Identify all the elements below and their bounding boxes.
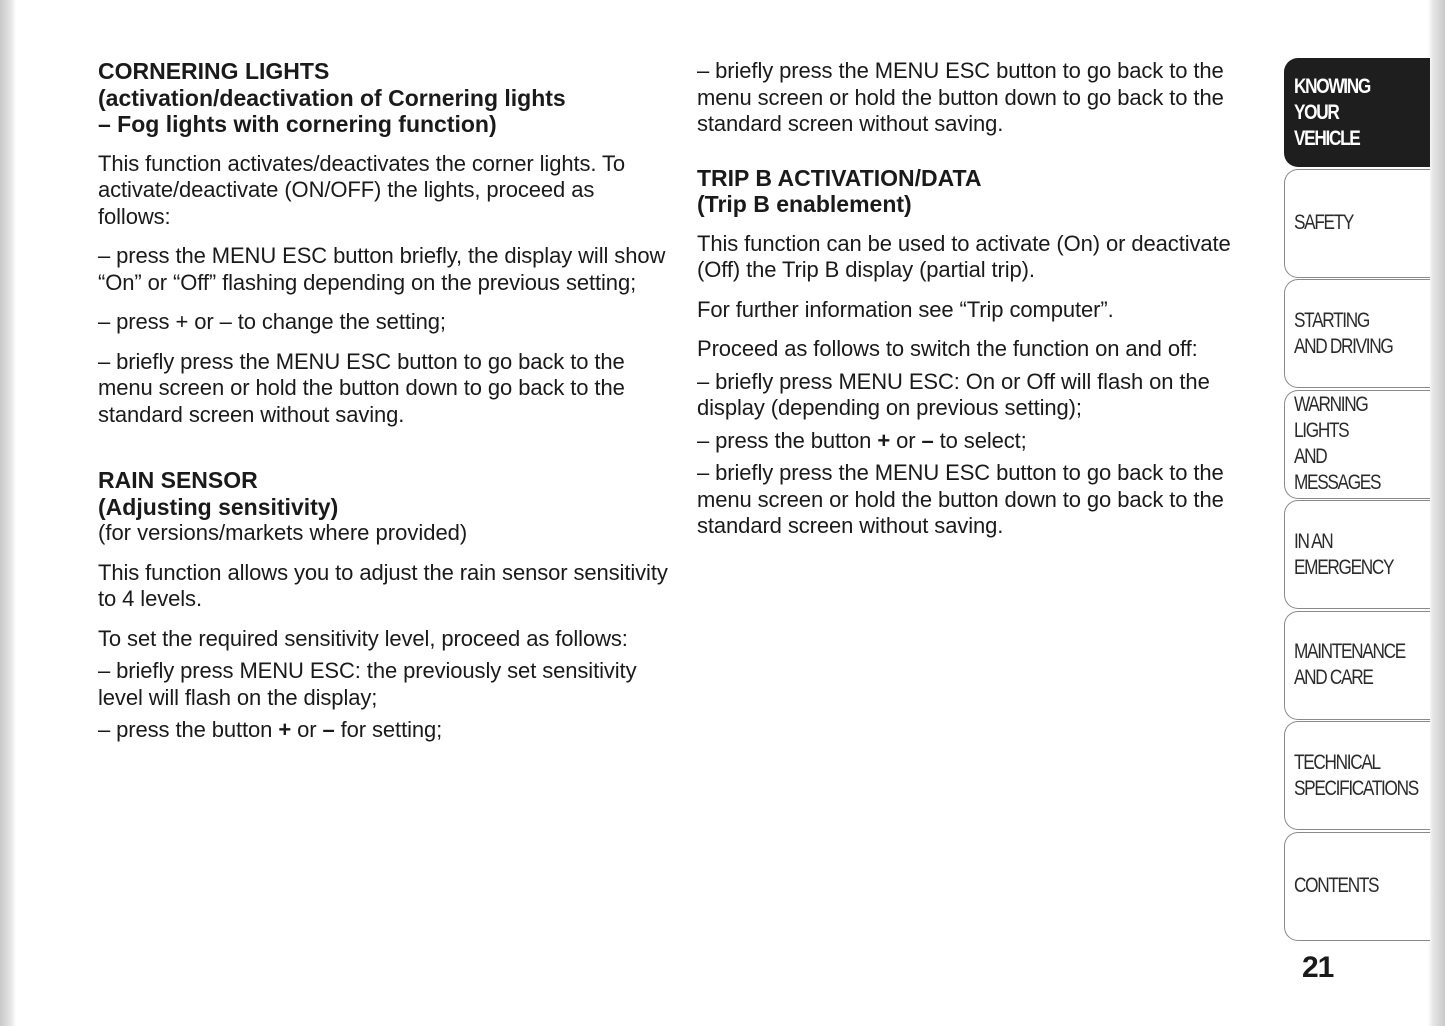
section-subtitle: (activation/deactivation of Cornering lights	[98, 84, 566, 111]
tab-maintenance-and-care[interactable]: MAINTENANCE AND CARE	[1284, 611, 1430, 720]
paragraph: To set the required sensitivity level, proceed as follows:	[98, 625, 628, 651]
paragraph: This function allows you to adjust the rain sensor sensitivity to 4 levels.	[98, 559, 668, 611]
page-number: 21	[1302, 951, 1334, 984]
page-edge-left	[0, 0, 16, 1026]
minus-symbol: –	[921, 427, 934, 453]
section-subtitle: (Adjusting sensitivity)	[98, 493, 339, 520]
paragraph: For further information see “Trip computer”.	[697, 296, 1114, 322]
tab-warning-lights[interactable]: WARNING LIGHTS AND MESSAGES	[1284, 390, 1430, 499]
paragraph: This function activates/deactivates the corner lights. To activate/deactivate (ON/OFF) the lights, proceed as follows:	[98, 150, 626, 229]
middle-column	[697, 58, 1269, 553]
tab-knowing-your-vehicle[interactable]: KNOWING YOUR VEHICLE	[1284, 58, 1430, 167]
plus-symbol: +	[877, 427, 891, 453]
section-title: RAIN SENSOR	[98, 467, 258, 493]
section-title: CORNERING LIGHTS	[98, 58, 330, 84]
tab-in-an-emergency[interactable]: IN AN EMERGENCY	[1284, 500, 1430, 609]
tab-technical-specifications[interactable]: TECHNICAL SPECIFICATIONS	[1284, 721, 1430, 830]
page-edge-right	[1428, 0, 1445, 1026]
paragraph: – press the button + or – for setting;	[98, 717, 443, 742]
section-subtitle: – Fog lights with cornering function)	[98, 111, 497, 137]
paragraph: – briefly press MENU ESC: On or Off will flash on the display (depending on previous setting);	[697, 368, 1210, 420]
chapter-tabs	[1284, 58, 1430, 942]
tab-safety[interactable]: SAFETY	[1284, 169, 1430, 278]
minus-symbol: –	[322, 717, 335, 742]
paragraph: – briefly press the MENU ESC button to go back to the menu screen or hold the button down to go back to the standard screen without saving.	[98, 348, 625, 427]
section-note: (for versions/markets where provided)	[98, 520, 468, 545]
paragraph: – press + or – to change the setting;	[98, 309, 446, 334]
paragraph: Proceed as follows to switch the function on and off:	[697, 336, 1198, 361]
paragraph: – briefly press the MENU ESC button to go back to the menu screen or hold the button down to go back to the standard screen without saving.	[697, 460, 1224, 538]
paragraph: – press the MENU ESC button briefly, the display will show “On” or “Off” flashing depending on the previous setting;	[98, 243, 666, 295]
plus-symbol: +	[278, 717, 292, 742]
left-column	[98, 58, 668, 757]
paragraph: – press the button + or – to select;	[697, 427, 1027, 453]
tab-contents[interactable]: CONTENTS	[1284, 832, 1430, 941]
section-subtitle: (Trip B enablement)	[697, 191, 912, 217]
tab-starting-and-driving[interactable]: STARTING AND DRIVING	[1284, 279, 1430, 388]
paragraph: This function can be used to activate (On) or deactivate (Off) the Trip B display (partial trip).	[697, 230, 1231, 282]
cornering-lights-section	[98, 58, 668, 428]
paragraph: – briefly press the MENU ESC button to go back to the menu screen or hold the button down to go back to the standard screen without saving.	[697, 58, 1224, 136]
rain-sensor-section	[98, 467, 668, 744]
trip-b-section	[697, 165, 1269, 540]
section-title: TRIP B ACTIVATION/DATA	[697, 164, 982, 191]
paragraph: – briefly press MENU ESC: the previously set sensitivity level will flash on the display;	[98, 658, 637, 710]
